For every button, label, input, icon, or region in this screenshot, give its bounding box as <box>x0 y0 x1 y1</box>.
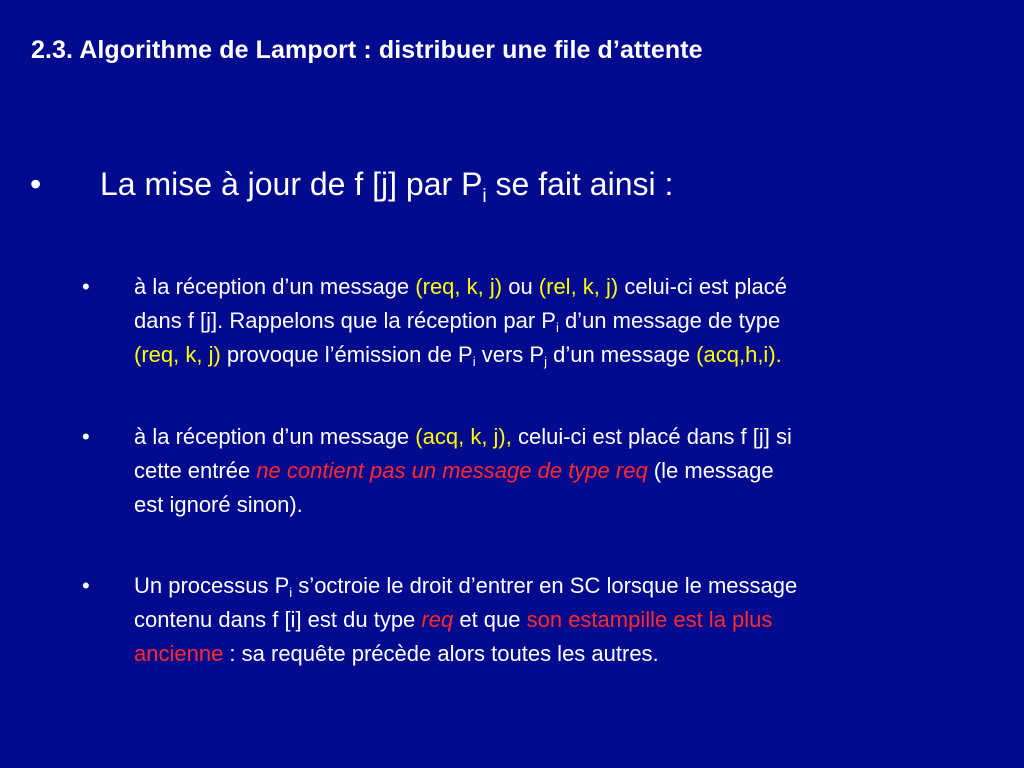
sub-bullet-text: à la réception d’un message (req, k, j) ou (rel, k, j) celui-ci est placé dans f [j]. Rappelons que la réception par $P_i$ d’un message de type (req, k, j) provoque l’émission de $P_i$ vers $P_j$ d’un message (acq,h,i). <box>134 274 787 369</box>
sub-bullet-text: Un processus $P_i$ s’octroie le droit d’entrer en SC lorsque le message contenu dans f [i] est du type req et que son estampille est la plus ancienne : sa requête précède alors toutes les autres. <box>134 573 798 666</box>
main-bullet-text: La mise à jour de f [j] par $P_i$ se fait ainsi : <box>100 166 674 207</box>
slide-title: 2.3. Algorithme de Lamport : distribuer une file d’attente <box>31 36 703 64</box>
bullet-marker: • <box>82 573 90 598</box>
bullet-marker: • <box>30 166 42 202</box>
bullet-marker: • <box>82 274 90 299</box>
bullet-marker: • <box>82 424 90 449</box>
sub-bullet-text: à la réception d’un message (acq, k, j), celui-ci est placé dans f [j] si cette entrée ne contient pas un message de type req (le message est ignoré sinon). <box>134 424 792 517</box>
